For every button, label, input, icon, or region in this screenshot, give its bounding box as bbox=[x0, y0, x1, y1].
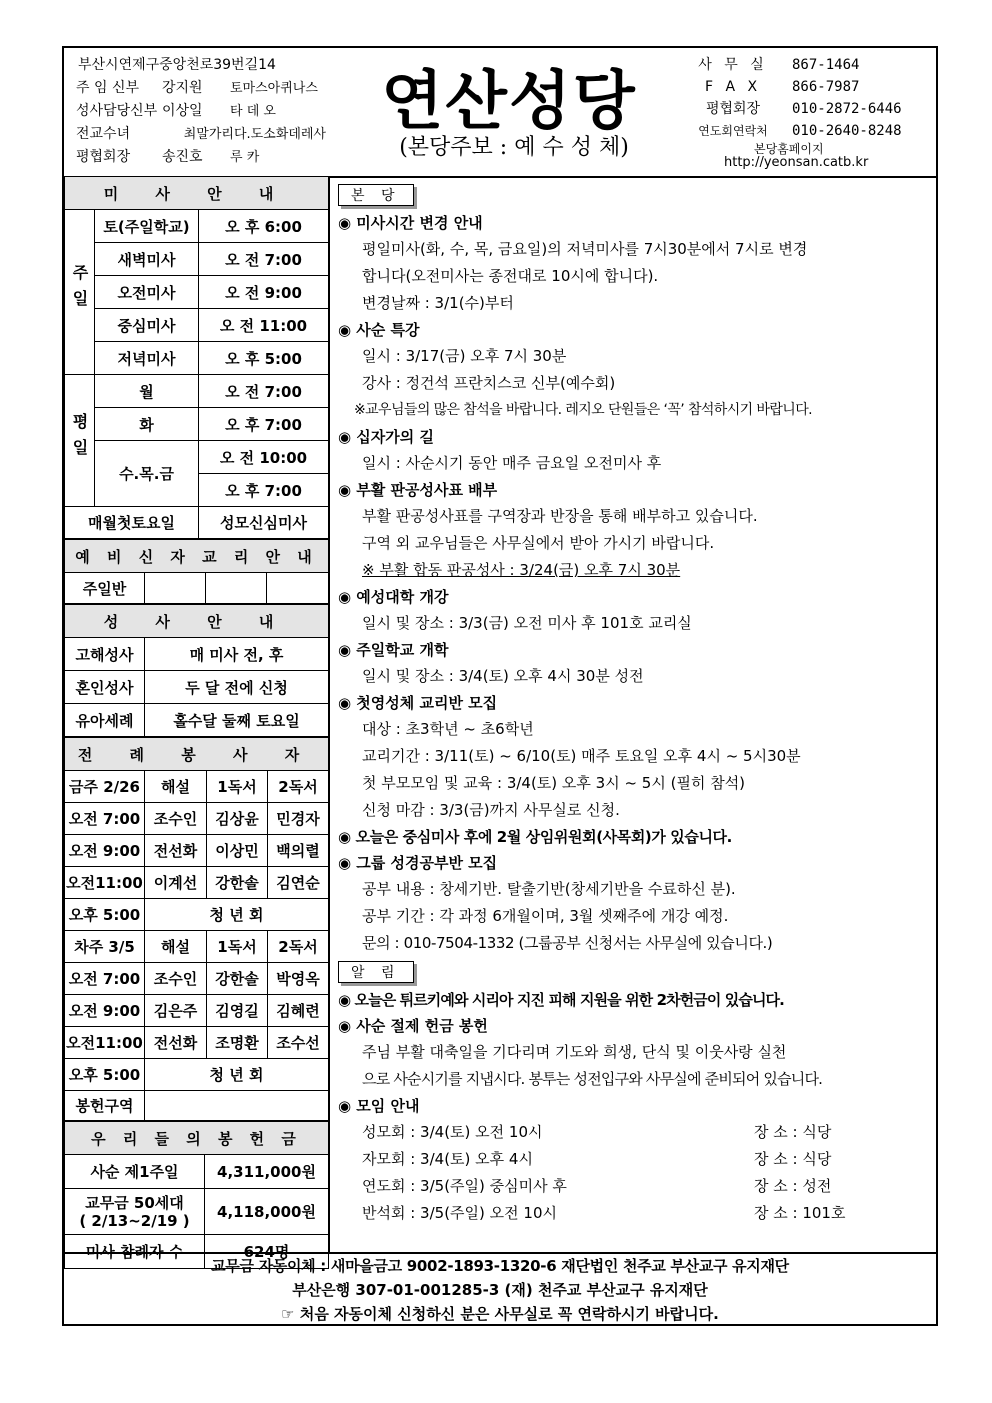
news-line: 강사 : 정건석 프란치스코 신부(예수회) bbox=[362, 374, 616, 392]
liturgy-person: 조명환 bbox=[207, 1027, 268, 1059]
liturgy-person: 전선화 bbox=[145, 835, 207, 867]
sacrament-heading: 성 사 안 내 bbox=[65, 605, 329, 638]
news-item bbox=[338, 584, 936, 637]
mass-name: 매월첫토요일 bbox=[65, 507, 199, 539]
staff-role: 주 임 신부 bbox=[76, 80, 139, 96]
offering-table bbox=[64, 1121, 329, 1269]
staff-row bbox=[76, 146, 326, 169]
news-line: 평일미사(화, 수, 목, 금요일)의 저녁미사를 7시30분에서 7시로 변경 bbox=[362, 240, 808, 258]
sacrament-value: 매 미사 전, 후 bbox=[145, 638, 329, 671]
mass-time: 성모신심미사 bbox=[199, 507, 329, 539]
news-line: 변경날짜 : 3/1(수)부터 bbox=[362, 294, 514, 312]
mass-name: 저녁미사 bbox=[95, 342, 199, 375]
liturgy-time: 오전 9:00 bbox=[65, 995, 145, 1027]
footer-bank-line: 부산은행 307-01-001285-3 (재) 천주교 부산교구 유지재단 bbox=[292, 1281, 708, 1299]
address: 부산시연제구중앙천로39번길14 bbox=[78, 57, 276, 73]
homepage-link[interactable]: http://yeonsan.catb.kr bbox=[724, 155, 869, 170]
mass-time: 오 후 6:00 bbox=[199, 210, 329, 243]
news-line: ※ 부활 합동 판공성사 : 3/24(금) 오후 7시 30분 bbox=[362, 561, 681, 579]
sacrament-name: 혼인성사 bbox=[65, 671, 145, 704]
catechumen-row-label: 주일반 bbox=[65, 573, 145, 604]
liturgy-person: 조수인 bbox=[145, 803, 207, 835]
news-title: ◉ 부활 판공성사표 배부 bbox=[338, 481, 498, 499]
staff-row bbox=[76, 100, 326, 123]
liturgy-table bbox=[64, 737, 329, 1121]
contact-label: 연도회연락처 bbox=[698, 124, 768, 138]
news-title: ◉ 주일학교 개학 bbox=[338, 641, 449, 659]
sacrament-value: 홀수달 둘째 토요일 bbox=[145, 704, 329, 737]
empty-cell bbox=[206, 573, 267, 604]
mass-time: 오 전 9:00 bbox=[199, 276, 329, 309]
staff-name bbox=[136, 123, 184, 146]
liturgy-person: 김은주 bbox=[145, 995, 207, 1027]
liturgy-person: 조수선 bbox=[268, 1027, 329, 1059]
meeting-row bbox=[338, 1200, 936, 1227]
news-item bbox=[338, 637, 936, 690]
homepage-label: 본당홈페이지 bbox=[754, 142, 824, 156]
staff-saint: 토마스아퀴나스 bbox=[230, 81, 318, 96]
news-item bbox=[338, 824, 936, 850]
news-line: 첫 부모모임 및 교육 : 3/4(토) 오후 3시 ~ 5시 (필히 참석) bbox=[362, 774, 746, 792]
news-line: 부활 판공성사표를 구역장과 반장을 통해 배부하고 있습니다. bbox=[362, 507, 758, 525]
liturgy-time: 오후 5:00 bbox=[65, 899, 145, 931]
staff-role: 전교수녀 bbox=[76, 126, 131, 142]
mass-name: 오전미사 bbox=[95, 276, 199, 309]
offering-group-label: 봉헌구역 bbox=[65, 1091, 145, 1121]
liturgy-col-head: 해설 bbox=[145, 931, 207, 963]
mass-heading: 미 사 안 내 bbox=[65, 177, 329, 210]
mass-time: 오 전 7:00 bbox=[199, 243, 329, 276]
liturgy-time: 오전11:00 bbox=[65, 867, 145, 899]
liturgy-col-head: 1독서 bbox=[207, 931, 268, 963]
notice-line: 으로 사순시기를 지냅시다. 봉투는 성전입구와 사무실에 준비되어 있습니다. bbox=[362, 1070, 823, 1088]
parish-title: 연산성당 bbox=[381, 65, 637, 139]
liturgy-person: 김혜련 bbox=[268, 995, 329, 1027]
staff-saint: 타 데 오 bbox=[230, 104, 276, 119]
news-line: 일시 및 장소 : 3/3(금) 오전 미사 후 101호 교리실 bbox=[362, 614, 692, 632]
contact-label: F A X bbox=[704, 79, 762, 95]
header bbox=[64, 48, 936, 178]
mass-name: 수.목.금 bbox=[95, 441, 199, 507]
staff-role: 성사담당신부 bbox=[76, 103, 158, 119]
meeting-what: 성모회 : 3/4(토) 오전 10시 bbox=[362, 1123, 543, 1141]
catechumen-heading: 예 비 신 자 교 리 안 내 bbox=[65, 540, 329, 573]
sacrament-value: 두 달 전에 신청 bbox=[145, 671, 329, 704]
liturgy-col-head: 1독서 bbox=[207, 771, 268, 803]
weekday-label bbox=[65, 375, 95, 507]
empty-cell bbox=[145, 1091, 329, 1121]
parish-info bbox=[76, 54, 326, 169]
liturgy-person: 김상윤 bbox=[207, 803, 268, 835]
liturgy-time: 오전 9:00 bbox=[65, 835, 145, 867]
liturgy-youth: 청 년 회 bbox=[145, 1059, 329, 1091]
footer-notice: ☞ 처음 자동이체 신청하신 분은 사무실로 꼭 연락하시기 바랍니다. bbox=[281, 1305, 719, 1323]
news-line: 신청 마감 : 3/3(금)까지 사무실로 신청. bbox=[362, 801, 620, 819]
liturgy-person: 김영길 bbox=[207, 995, 268, 1027]
meeting-row bbox=[338, 1173, 936, 1200]
notice-tag: 알 림 bbox=[338, 961, 414, 983]
news-line: ※교우님들의 많은 참석을 바랍니다. 레지오 단원들은 ‘꼭’ 참석하시기 바랍니다. bbox=[354, 402, 812, 418]
news-line: 구역 외 교우님들은 사무실에서 받아 가시기 바랍니다. bbox=[362, 534, 715, 552]
empty-cell bbox=[145, 573, 206, 604]
mass-name: 중심미사 bbox=[95, 309, 199, 342]
news-item bbox=[338, 317, 936, 424]
meeting-title: ◉ 모임 안내 bbox=[338, 1097, 420, 1115]
staff-name: 이상일 bbox=[162, 103, 203, 119]
mass-name: 월 bbox=[95, 375, 199, 408]
contact-value: 867-1464 bbox=[792, 57, 860, 73]
news-line: 공부 기간 : 각 과정 6개월이며, 3월 셋째주에 개강 예정. bbox=[362, 907, 729, 925]
staff-name: 강지원 bbox=[162, 80, 203, 96]
liturgy-person: 김연순 bbox=[268, 867, 329, 899]
liturgy-person: 이상민 bbox=[207, 835, 268, 867]
news-item bbox=[338, 477, 936, 584]
news-line: 일시 : 3/17(금) 오후 7시 30분 bbox=[362, 347, 567, 365]
meeting-where: 장 소 : 성전 bbox=[754, 1177, 832, 1195]
sacrament-table bbox=[64, 604, 329, 737]
news-line: 공부 내용 : 창세기반. 탈출기반(창세기반을 수료하신 분). bbox=[362, 880, 736, 898]
news-title: ◉ 사순 특강 bbox=[338, 321, 420, 339]
mass-time: 오 전 7:00 bbox=[199, 375, 329, 408]
contact-value: 866-7987 bbox=[792, 79, 860, 95]
mass-time: 오 후 7:00 bbox=[199, 408, 329, 441]
sacrament-name: 유아세례 bbox=[65, 704, 145, 737]
notice-item bbox=[338, 1013, 936, 1093]
liturgy-col-head: 2독서 bbox=[268, 771, 329, 803]
news-title: ◉ 첫영성체 교리반 모집 bbox=[338, 694, 498, 712]
news-line: 문의 : 010-7504-1332 (그룹공부 신청서는 사무실에 있습니다.) bbox=[362, 934, 773, 952]
meeting-row bbox=[338, 1146, 936, 1173]
catechumen-table bbox=[64, 539, 329, 604]
left-column bbox=[64, 176, 330, 1261]
mass-time: 오 후 5:00 bbox=[199, 342, 329, 375]
sacrament-name: 고해성사 bbox=[65, 638, 145, 671]
sunday-label bbox=[65, 210, 95, 375]
news-title: ◉ 미사시간 변경 안내 bbox=[338, 214, 483, 232]
notice-line: 주님 부활 대축일을 기다리며 기도와 희생, 단식 및 이웃사랑 실천 bbox=[362, 1043, 787, 1061]
liturgy-time: 오전 7:00 bbox=[65, 963, 145, 995]
offering-heading: 우 리 들 의 봉 헌 금 bbox=[65, 1122, 329, 1155]
mass-time: 오 전 11:00 bbox=[199, 309, 329, 342]
staff-row bbox=[76, 123, 326, 146]
contact-label: 사 무 실 bbox=[698, 57, 768, 73]
liturgy-time: 오전 7:00 bbox=[65, 803, 145, 835]
contact-info bbox=[674, 54, 934, 170]
liturgy-person: 박영옥 bbox=[268, 963, 329, 995]
liturgy-person: 강한솔 bbox=[207, 963, 268, 995]
liturgy-person: 전선화 bbox=[145, 1027, 207, 1059]
meeting-where: 장 소 : 101호 bbox=[754, 1204, 846, 1222]
week-label: 차주 3/5 bbox=[65, 931, 145, 963]
news-title: ◉ 오늘은 중심미사 후에 2월 상임위원회(사목회)가 있습니다. bbox=[338, 828, 732, 846]
staff-name: 송진호 bbox=[162, 149, 203, 165]
liturgy-person: 민경자 bbox=[268, 803, 329, 835]
week-label: 금주 2/26 bbox=[65, 771, 145, 803]
liturgy-heading: 전 례 봉 사 자 bbox=[65, 738, 329, 771]
weekday-label-text: 평일 bbox=[70, 412, 89, 465]
meeting-section bbox=[338, 1093, 936, 1227]
news-title: ◉ 십자가의 길 bbox=[338, 428, 434, 446]
meeting-what: 자모회 : 3/4(토) 오후 4시 bbox=[362, 1150, 533, 1168]
offering-value: 624명 bbox=[205, 1235, 329, 1269]
mass-table bbox=[64, 176, 329, 539]
mass-time: 오 전 10:00 bbox=[199, 441, 329, 474]
notice-title: ◉ 오늘은 튀르키예와 시리아 지진 피해 지원을 위한 2차헌금이 있습니다. bbox=[338, 991, 784, 1009]
contact-value: 010-2640-8248 bbox=[792, 123, 902, 139]
meeting-where: 장 소 : 식당 bbox=[754, 1150, 832, 1168]
offering-name: 교무금 50세대 ( 2/13~2/19 ) bbox=[65, 1189, 205, 1235]
meeting-row bbox=[338, 1119, 936, 1146]
bulletin-page bbox=[62, 46, 938, 1326]
news-item bbox=[338, 424, 936, 477]
news-line: 교리기간 : 3/11(토) ~ 6/10(토) 매주 토요일 오후 4시 ~ 5시30분 bbox=[362, 747, 801, 765]
staff-row bbox=[76, 77, 326, 100]
meeting-what: 연도회 : 3/5(주일) 중심미사 후 bbox=[362, 1177, 567, 1195]
offering-name: 미사 참례자 수 bbox=[65, 1235, 205, 1269]
news-item bbox=[338, 850, 936, 957]
notice-title: ◉ 사순 절제 헌금 봉헌 bbox=[338, 1017, 488, 1035]
right-column bbox=[330, 176, 936, 1252]
contact-value: 010-2872-6446 bbox=[792, 101, 902, 117]
bulletin-subtitle: (본당주보 : 예 수 성 체) bbox=[399, 135, 629, 160]
empty-cell bbox=[267, 573, 329, 604]
notice-item bbox=[338, 987, 936, 1013]
news-item bbox=[338, 690, 936, 824]
mass-time: 오 후 7:00 bbox=[199, 474, 329, 507]
news-title: ◉ 그룹 성경공부반 모집 bbox=[338, 854, 498, 872]
liturgy-person: 강한솔 bbox=[207, 867, 268, 899]
liturgy-person: 백의렬 bbox=[268, 835, 329, 867]
liturgy-time: 오전11:00 bbox=[65, 1027, 145, 1059]
meeting-where: 장 소 : 식당 bbox=[754, 1123, 832, 1141]
news-line: 대상 : 초3학년 ~ 초6학년 bbox=[362, 720, 534, 738]
liturgy-youth: 청 년 회 bbox=[145, 899, 329, 931]
sunday-label-text: 주일 bbox=[70, 264, 89, 316]
mass-name: 새벽미사 bbox=[95, 243, 199, 276]
parish-news-tag: 본 당 bbox=[338, 184, 414, 206]
news-item bbox=[338, 210, 936, 317]
offering-value: 4,311,000원 bbox=[205, 1155, 329, 1189]
liturgy-time: 오후 5:00 bbox=[65, 1059, 145, 1091]
liturgy-person: 조수인 bbox=[145, 963, 207, 995]
footer-bank-line: 교무금 자동이체 : 새마을금고 9002-1893-1320-6 재단법인 천주교 부산교구 유지재단 bbox=[211, 1257, 789, 1275]
offering-name: 사순 제1주일 bbox=[65, 1155, 205, 1189]
news-line: 합니다(오전미사는 종전대로 10시에 합니다). bbox=[362, 267, 659, 285]
news-title: ◉ 예성대학 개강 bbox=[338, 588, 449, 606]
staff-role: 평협회장 bbox=[76, 149, 131, 165]
offering-value: 4,118,000원 bbox=[205, 1189, 329, 1235]
meeting-what: 반석회 : 3/5(주일) 오전 10시 bbox=[362, 1204, 557, 1222]
mass-name: 화 bbox=[95, 408, 199, 441]
news-line: 일시 : 사순시기 동안 매주 금요일 오전미사 후 bbox=[362, 454, 662, 472]
liturgy-col-head: 해설 bbox=[145, 771, 207, 803]
news-line: 일시 및 장소 : 3/4(토) 오후 4시 30분 성전 bbox=[362, 667, 644, 685]
staff-saint: 최말가리다.도소화데레사 bbox=[183, 127, 326, 142]
liturgy-person: 이계선 bbox=[145, 867, 207, 899]
contact-label: 평협회장 bbox=[705, 101, 761, 117]
liturgy-col-head: 2독서 bbox=[268, 931, 329, 963]
footer bbox=[64, 1252, 936, 1326]
mass-name: 토(주일학교) bbox=[95, 210, 199, 243]
staff-saint: 루 카 bbox=[230, 150, 260, 165]
